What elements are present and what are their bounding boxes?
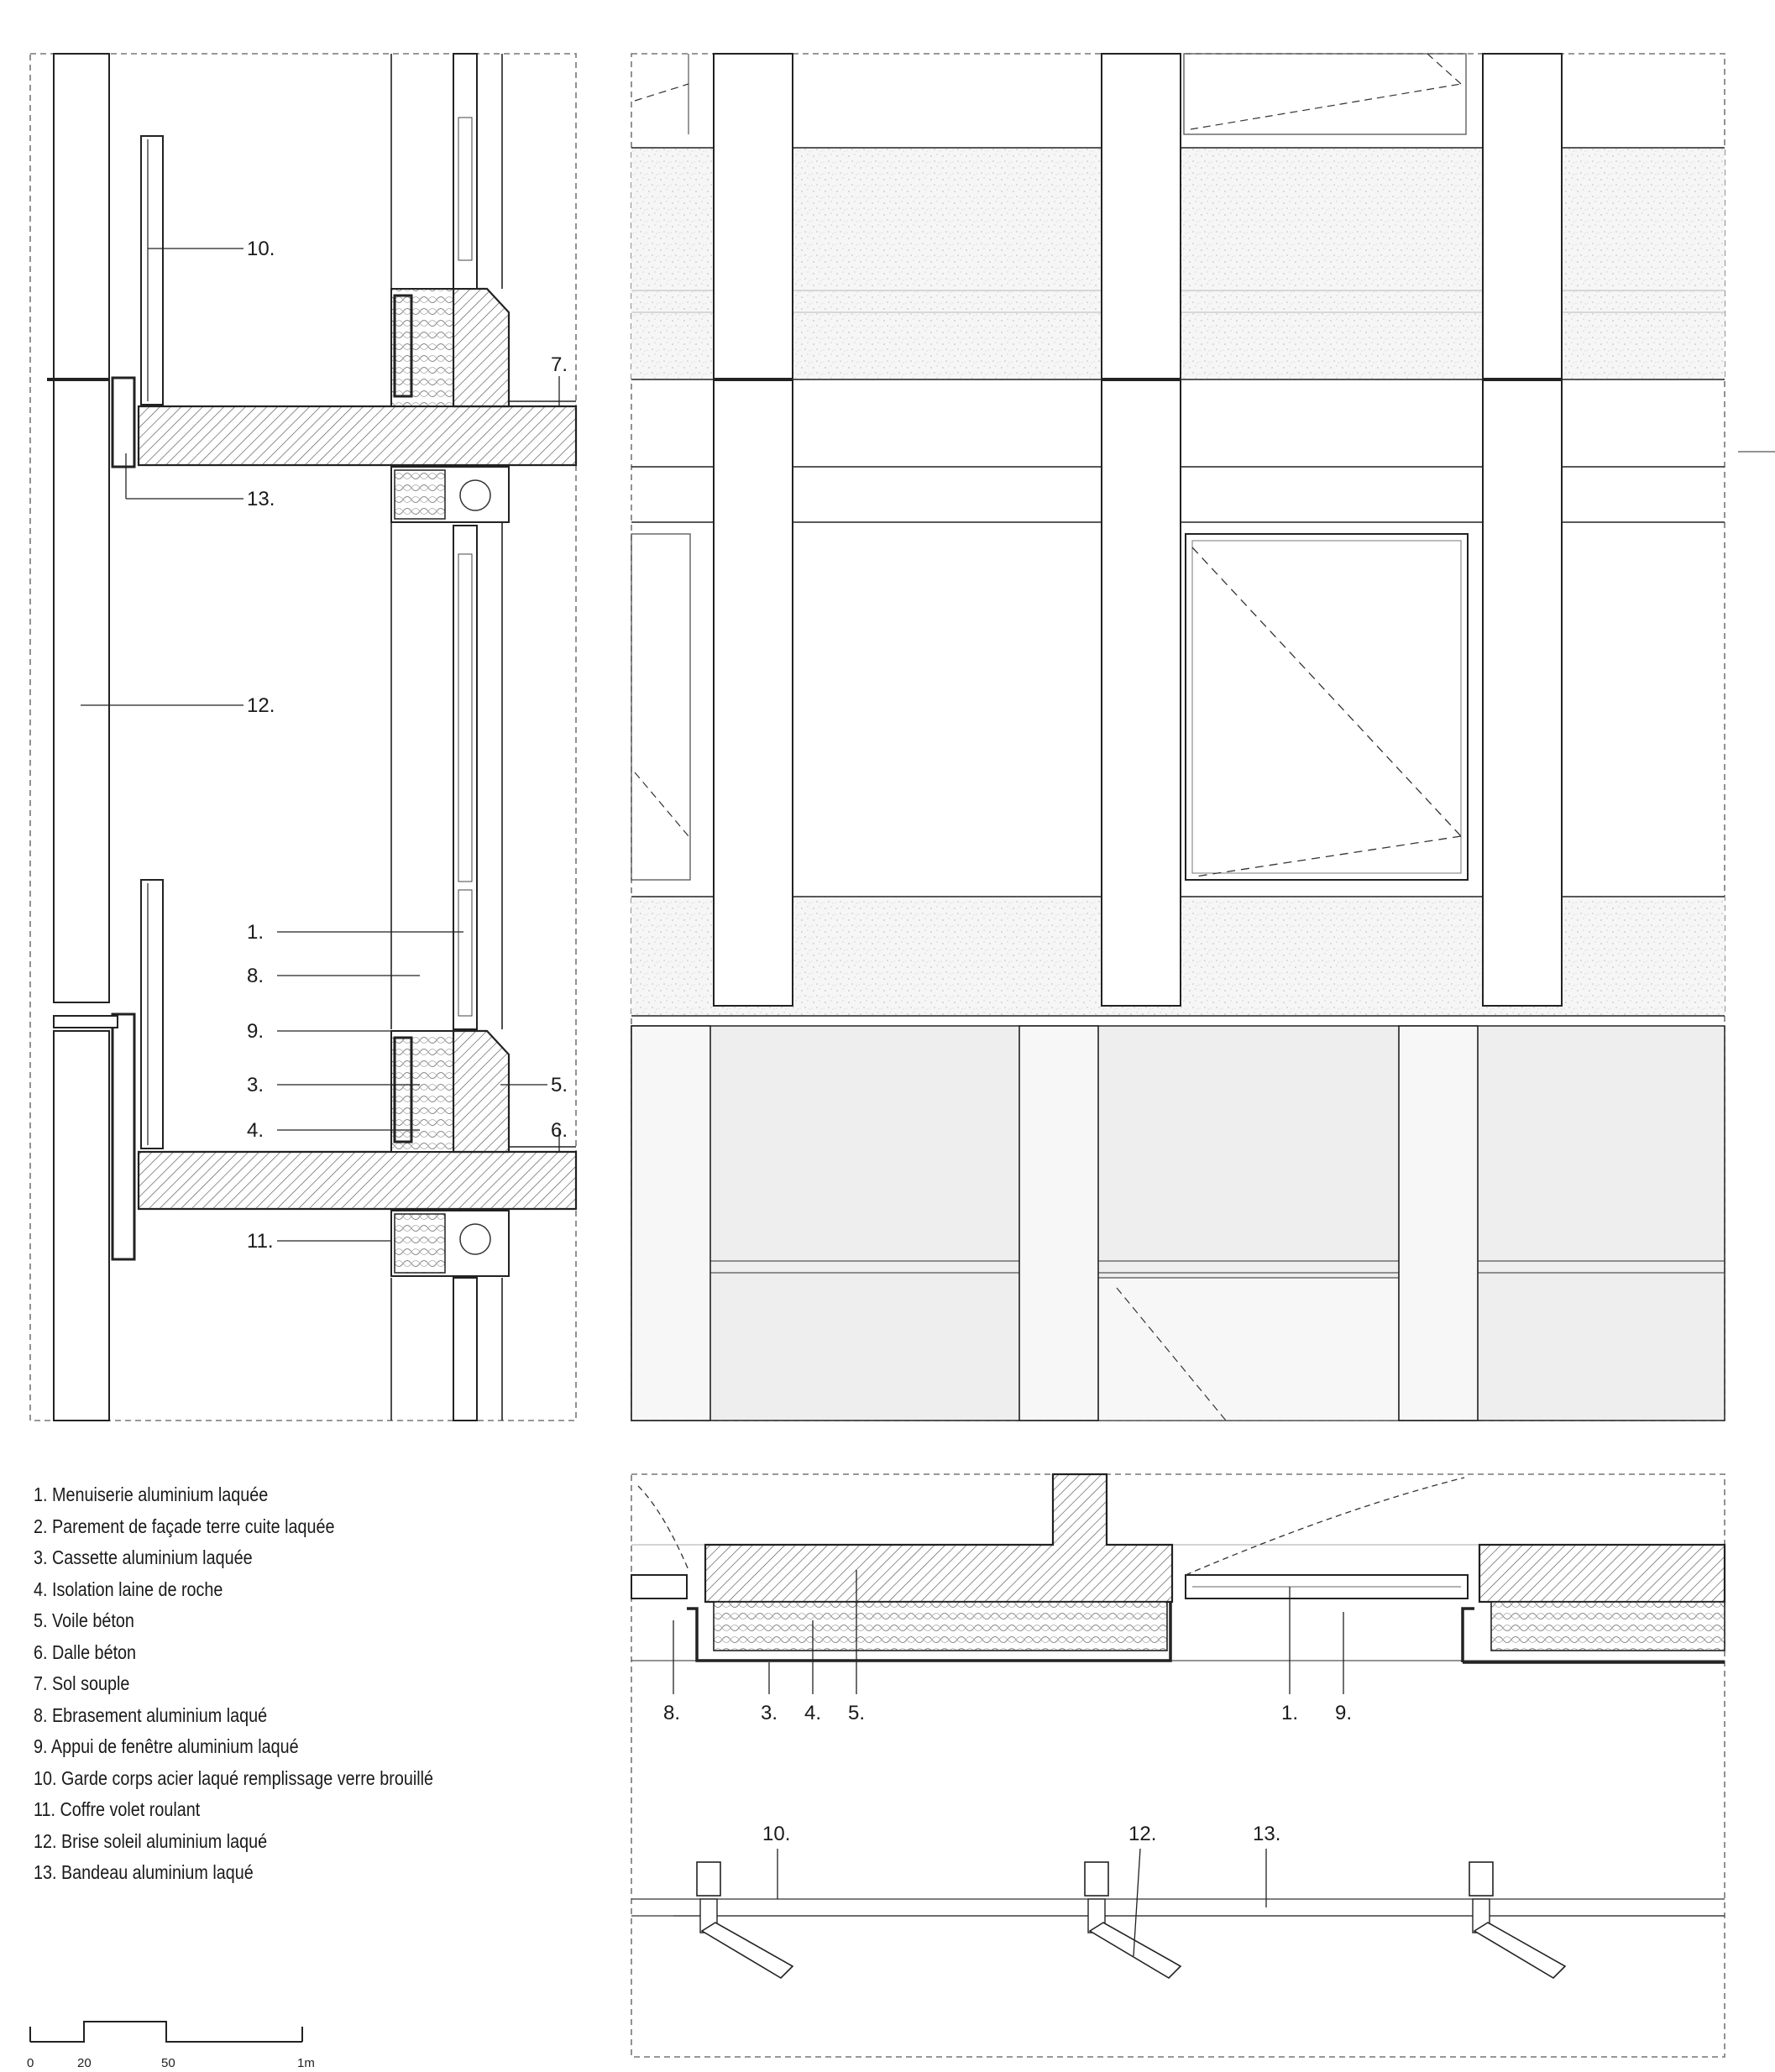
section-callout-13: 13. xyxy=(247,488,275,510)
scale-tick-1m: 1m xyxy=(297,2056,315,2070)
scale-tick-0: 0 xyxy=(27,2056,34,2070)
legend-item: 10. Garde corps acier laqué remplissage verre brouillé xyxy=(34,1766,434,1789)
scale-tick-20: 20 xyxy=(77,2056,92,2070)
section-callout-8: 8. xyxy=(247,965,264,987)
legend-item: 6. Dalle béton xyxy=(34,1640,137,1663)
scale-tick-50: 50 xyxy=(161,2056,175,2070)
legend-item: 11. Coffre volet roulant xyxy=(34,1798,201,1820)
material-legend xyxy=(34,1479,433,1889)
section-callout-1: 1. xyxy=(247,921,264,944)
legend-item: 7. Sol souple xyxy=(34,1672,130,1694)
section-callout-12: 12. xyxy=(247,694,275,717)
legend-item: 1. Menuiserie aluminium laquée xyxy=(34,1483,269,1505)
legend-item: 12. Brise soleil aluminium laqué xyxy=(34,1829,268,1852)
section-callout-4: 4. xyxy=(247,1119,264,1142)
sunshade-leader-lines xyxy=(778,1849,1266,1956)
plan-callout-1: 1. xyxy=(1281,1702,1299,1724)
sunshade-callout-12: 12. xyxy=(1128,1823,1157,1845)
section-callout-10: 10. xyxy=(247,238,275,260)
legend-item: 8. Ebrasement aluminium laqué xyxy=(34,1703,268,1726)
legend-item: 2. Parement de façade terre cuite laquée xyxy=(34,1515,335,1537)
legend-item: 3. Cassette aluminium laquée xyxy=(34,1546,253,1568)
legend-item: 4. Isolation laine de roche xyxy=(34,1578,223,1600)
sunshade-callout-10: 10. xyxy=(762,1823,791,1845)
scale-bar xyxy=(30,2022,302,2042)
section-callout-9: 9. xyxy=(247,1020,264,1043)
plan-callout-9: 9. xyxy=(1335,1702,1353,1724)
section-callout-11: 11. xyxy=(247,1230,274,1253)
facade-elevation xyxy=(631,54,1775,1421)
plan-callout-3: 3. xyxy=(761,1702,778,1724)
legend-item: 13. Bandeau aluminium laqué xyxy=(34,1861,254,1883)
plan-callout-4: 4. xyxy=(804,1702,822,1724)
section-callout-5: 5. xyxy=(551,1074,568,1096)
section-callout-7: 7. xyxy=(551,353,568,376)
wall-section-detail xyxy=(30,54,576,1421)
window-plan-detail xyxy=(631,1474,1725,2057)
plan-callout-8: 8. xyxy=(663,1702,681,1724)
section-callout-3: 3. xyxy=(247,1074,264,1096)
plan-callout-5: 5. xyxy=(848,1702,866,1724)
legend-item: 5. Voile béton xyxy=(34,1609,134,1631)
sunshade-callout-13: 13. xyxy=(1253,1823,1281,1845)
legend-item: 9. Appui de fenêtre aluminium laqué xyxy=(34,1735,299,1757)
section-callout-6: 6. xyxy=(551,1119,568,1142)
